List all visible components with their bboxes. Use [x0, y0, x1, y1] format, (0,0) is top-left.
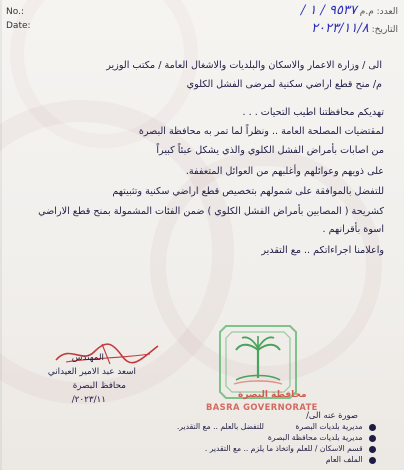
body-line: لمقتضيات المصلحة العامة .. ونظراً لما تمر به محافظة البصرة — [138, 126, 384, 137]
copy-note: للتفضل بالعلم .. مع التقدير. — [176, 422, 264, 431]
copy-destination: قسم الاسكان / للعلم واتخاذ ما يلزم .. مع التقدير . — [204, 444, 363, 453]
recipient-line: الى / وزارة الاعمار والاسكان والبلديات والاشغال العامة / مكتب الوزير — [106, 60, 382, 71]
body-line: من اصابات بأمراض الفشل الكلوي والذي يشكل عبئاً كبيراً — [156, 145, 384, 156]
greeting: تهديكم محافظتنا اطيب التحيات . . . — [242, 107, 384, 118]
closing-line: واعلامنا اجراءاتكم .. مع التقدير — [261, 245, 384, 256]
copies-heading: صورة عنه الى/ — [306, 410, 358, 420]
copy-item — [16, 444, 376, 455]
seal-name-arabic: محافظة البصرة — [238, 390, 307, 400]
copy-destination: مديرية بلديات البصرة — [295, 422, 363, 431]
body-line: على ذويهم وعوائلهم وأغلبهم من العوائل المتعففة. — [185, 166, 384, 177]
signatory-position: محافظ البصرة — [72, 381, 126, 391]
copy-item — [16, 433, 376, 444]
copies-list — [16, 422, 376, 466]
reference-number — [301, 3, 398, 18]
signatory-name: اسعد عبد الامير العيداني — [47, 367, 136, 377]
page-edge — [0, 0, 2, 470]
body-line: كشريحة ( المصابين بأمراض الفشل الكلوي ) ضمن الفئات المشمولة بمنح قطع الاراضي — [38, 206, 384, 217]
no-label: No.: — [6, 7, 24, 17]
copy-item — [16, 455, 376, 466]
bullet-icon — [369, 457, 376, 464]
handwritten-signature — [52, 338, 162, 368]
date-label-ar: التاريخ: — [371, 25, 398, 35]
body-line: اسوة بأقرانهم . — [322, 224, 384, 235]
number-value: ٩٥٣٧ / ١ / — [300, 3, 357, 18]
date-value: ٢٠٢٣/١١/٨ — [311, 21, 369, 36]
seal-name-english: BASRA GOVERNORATE — [206, 402, 318, 412]
bullet-icon — [369, 435, 376, 442]
bullet-icon — [369, 446, 376, 453]
body-line: للتفضل بالموافقة على شمولهم بتخصيص قطع اراضي سكنية وتثبيتهم — [112, 186, 384, 197]
copy-destination: مديرية بلديات محافظة البصرة — [267, 433, 363, 442]
signature-date: ٢٠٢٣/١١/ — [71, 395, 106, 405]
copy-destination: الملف العام — [325, 455, 363, 464]
number-label: العدد: م.م — [359, 7, 398, 17]
subject-line: م/ منح قطع اراضي سكنية لمرضى الفشل الكلوي — [186, 79, 382, 90]
bullet-icon — [369, 424, 376, 431]
signatory-title: المهندس — [71, 353, 104, 363]
reference-date — [311, 21, 398, 36]
copy-item — [16, 422, 376, 433]
date-label: Date: — [6, 21, 31, 31]
